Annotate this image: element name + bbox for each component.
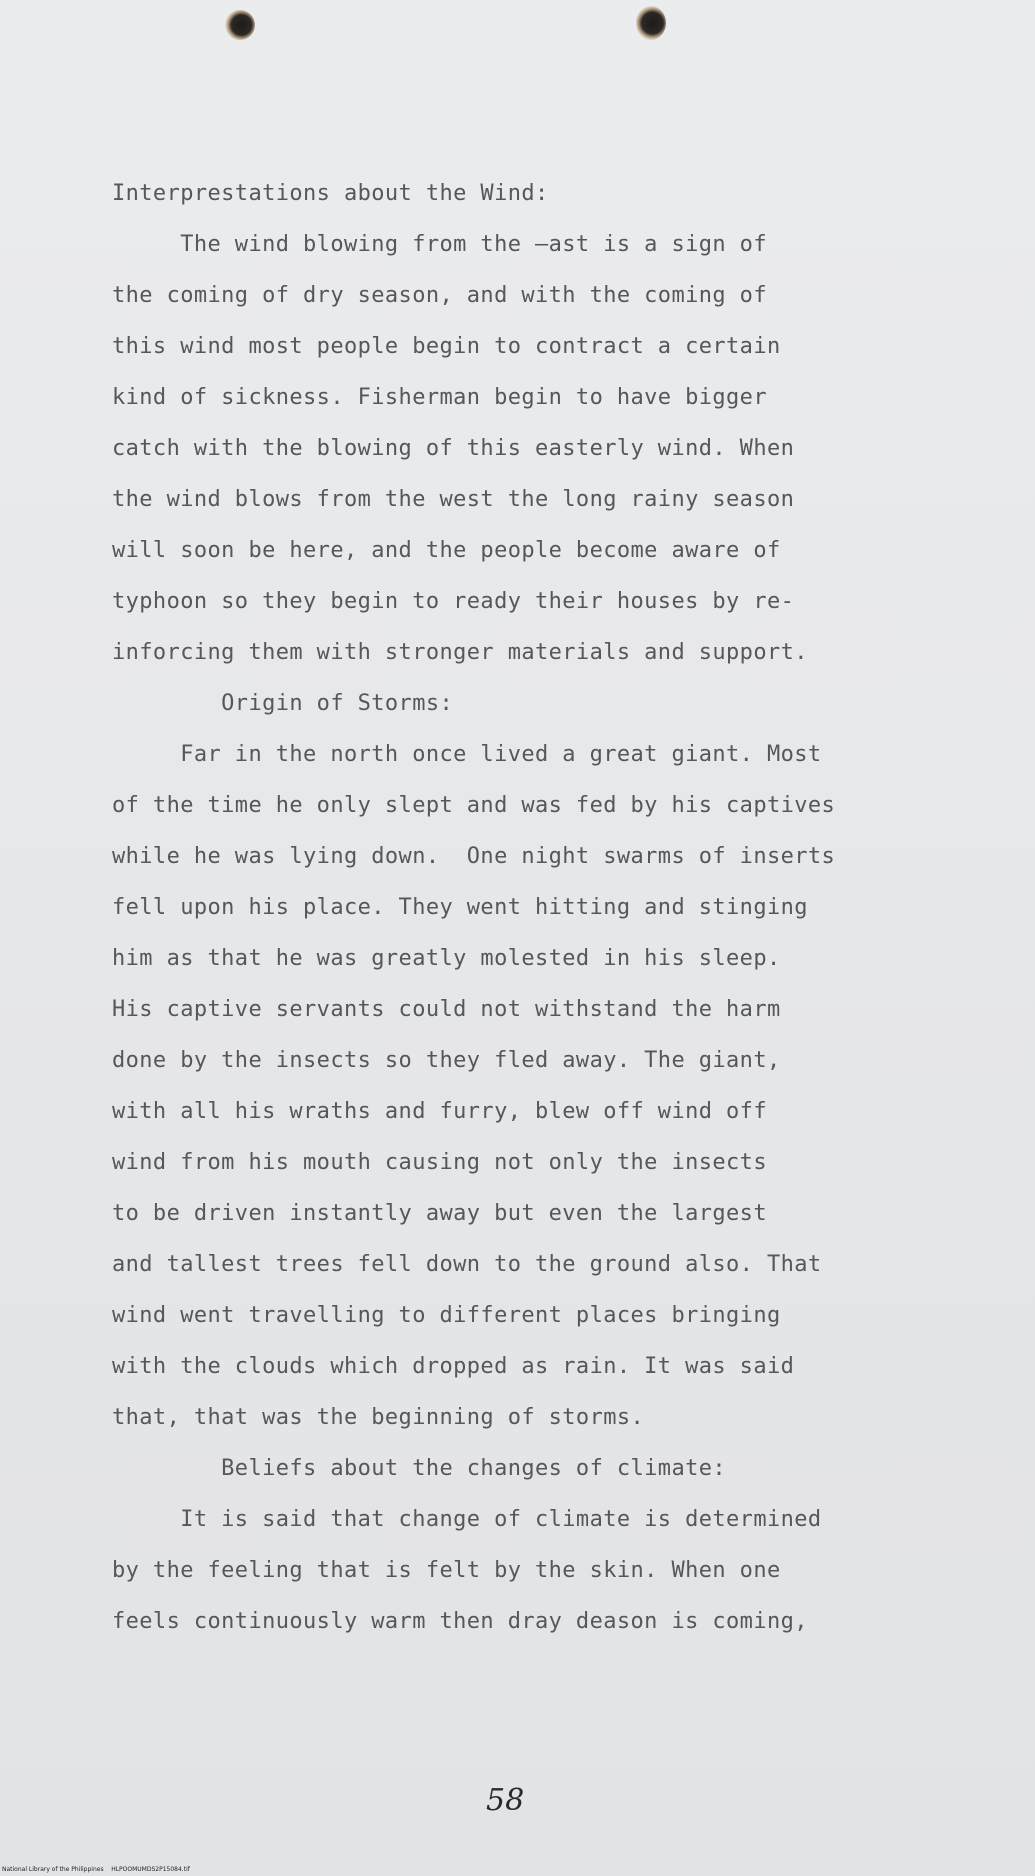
section-heading-storms: Origin of Storms: [112,691,454,716]
text-line: this wind most people begin to contract a certain [112,334,781,359]
text-line: while he was lying down. One night swarms of inserts [112,844,836,869]
text-line: wind from his mouth causing not only the insects [112,1150,767,1175]
text-line: fell upon his place. They went hitting and stinging [112,895,808,920]
text-line: the wind blows from the west the long rainy season [112,487,795,512]
text-line: His captive servants could not withstand the harm [112,997,781,1022]
text-line: will soon be here, and the people become aware of [112,538,781,563]
text-line: done by the insects so they fled away. The giant, [112,1048,781,1073]
archive-footer: National Library of the Philippines HLPOOMUMDS2P15084.tif [2,1866,190,1873]
text-line: by the feeling that is felt by the skin. When one [112,1558,781,1583]
text-line: and tallest trees fell down to the ground also. That [112,1252,822,1277]
text-line: catch with the blowing of this easterly wind. When [112,436,795,461]
text-line: inforcing them with stronger materials and support. [112,640,808,665]
text-line: It is said that change of climate is determined [112,1507,822,1532]
punch-hole-right [636,6,666,40]
punch-hole-left [225,10,255,40]
text-line: that, that was the beginning of storms. [112,1405,645,1430]
text-line: The wind blowing from the —ast is a sign of [112,232,767,257]
text-line: to be driven instantly away but even the largest [112,1201,767,1226]
text-line: Far in the north once lived a great giant. Most [112,742,822,767]
page-number: 58 [486,1783,525,1818]
text-line: feels continuously warm then dray deason is coming, [112,1609,808,1634]
typewritten-text [112,168,932,1647]
section-heading-climate: Beliefs about the changes of climate: [112,1456,727,1481]
text-line: wind went travelling to different places bringing [112,1303,781,1328]
section-heading-wind: Interprestations about the Wind: [112,181,549,206]
text-line: him as that he was greatly molested in his sleep. [112,946,781,971]
text-line: with all his wraths and furry, blew off wind off [112,1099,767,1124]
text-line: kind of sickness. Fisherman begin to have bigger [112,385,767,410]
text-line: with the clouds which dropped as rain. It was said [112,1354,795,1379]
text-line: the coming of dry season, and with the coming of [112,283,767,308]
text-line: typhoon so they begin to ready their houses by re- [112,589,795,614]
text-line: of the time he only slept and was fed by his captives [112,793,836,818]
